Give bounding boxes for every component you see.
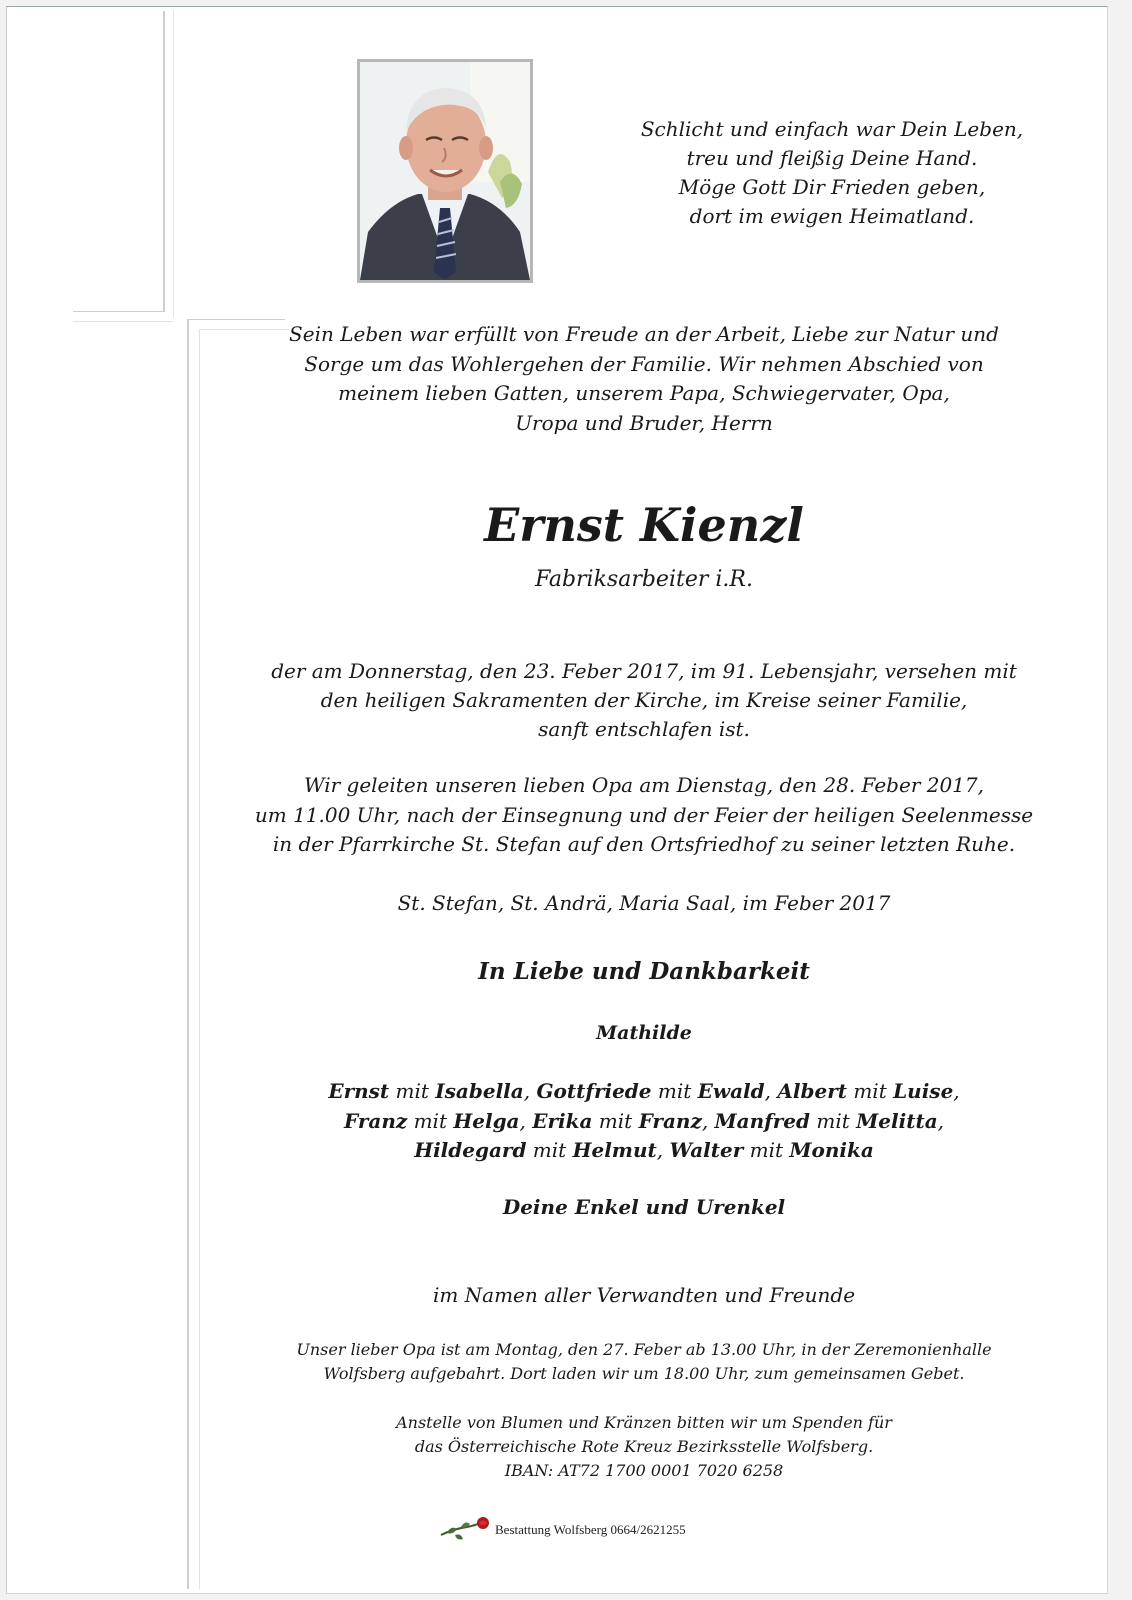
family-connector: , [656, 1138, 670, 1162]
poem [607, 115, 1057, 231]
poem-line: treu und fleißig Deine Hand. [686, 146, 978, 170]
family-member-name: Helga [453, 1108, 520, 1133]
viewing-line: Unser lieber Opa ist am Montag, den 27. Feber ab 13.00 Uhr, in der Zeremonienhalle [296, 1340, 992, 1359]
intro-line: Sorge um das Wohlergehen der Familie. Wir nehmen Abschied von [304, 351, 984, 376]
cross-line-vertical-top-shadow [173, 11, 174, 317]
funeral-line: Wir geleiten unseren lieben Opa am Dienstag, den 28. Feber 2017, [304, 773, 984, 797]
family-names [229, 1077, 1059, 1166]
family-member-name: Ernst [328, 1079, 390, 1103]
family-member-name: Luise [893, 1079, 954, 1103]
family-connector: mit [743, 1138, 790, 1162]
death-notice [229, 657, 1059, 744]
relatives-line: im Namen aller Verwandten und Freunde [432, 1283, 856, 1307]
family-connector: , [937, 1108, 945, 1133]
funeral-line: um 11.00 Uhr, nach der Einsegnung und der Feier der heiligen Seelenmesse [254, 802, 1034, 827]
funeral-notice [229, 771, 1059, 860]
family-connector: mit [810, 1108, 857, 1133]
cross-line-vertical-top [163, 11, 165, 311]
family-member-name: Helmut [572, 1138, 657, 1162]
place-date: St. Stefan, St. Andrä, Maria Saal, im Feber 2017 [397, 891, 891, 915]
closing-phrase: In Liebe und Dankbarkeit [478, 958, 810, 985]
family-member-name: Hildegard [414, 1138, 527, 1162]
death-line: den heiligen Sakramenten der Kirche, im Kreise seiner Familie, [320, 688, 968, 712]
family-member-name: Ewald [697, 1079, 765, 1103]
family-member-name: Isabella [435, 1079, 524, 1103]
family-connector: mit [592, 1108, 639, 1133]
funeral-home-text: Bestattung Wolfsberg 0664/2621255 [495, 1522, 686, 1537]
intro-paragraph [229, 320, 1059, 438]
death-line: der am Donnerstag, den 23. Feber 2017, im 91. Lebensjahr, versehen mit [271, 659, 1017, 683]
cross-line-vertical-bottom [187, 319, 189, 1589]
family-member-name: Melitta [856, 1108, 938, 1133]
family-connector: , [764, 1079, 778, 1103]
family-member-name: Franz [638, 1108, 702, 1133]
family-line [229, 1136, 1059, 1166]
viewing-line: Wolfsberg aufgebahrt. Dort laden wir um 18.00 Uhr, zum gemeinsamen Gebet. [323, 1364, 965, 1383]
family-member-name: Erika [532, 1108, 593, 1133]
intro-line: Sein Leben war erfüllt von Freude an der Arbeit, Liebe zur Natur und [289, 322, 999, 346]
funeral-home-footer [439, 1515, 686, 1545]
obituary-page [6, 6, 1108, 1594]
rose-icon [439, 1515, 491, 1545]
family-line [229, 1107, 1059, 1137]
family-connector: , [953, 1079, 960, 1103]
funeral-line: in der Pfarrkirche St. Stefan auf den Ortsfriedhof zu seiner letzten Ruhe. [272, 832, 1016, 856]
cross-line-horizontal-left [73, 311, 165, 312]
widow-name: Mathilde [596, 1022, 692, 1044]
family-member-name: Monika [789, 1138, 874, 1162]
family-connector: mit [407, 1108, 454, 1133]
family-member-name: Franz [343, 1108, 408, 1133]
death-line: sanft entschlafen ist. [538, 717, 750, 741]
poem-line: Möge Gott Dir Frieden geben, [678, 175, 986, 199]
family-connector: , [519, 1108, 533, 1133]
deceased-profession: Fabriksarbeiter i.R. [535, 567, 753, 592]
family-member-name: Albert [777, 1079, 847, 1103]
donation-line: Anstelle von Blumen und Kränzen bitten wir um Spenden für [396, 1413, 892, 1432]
viewing-notice [229, 1338, 1059, 1386]
family-member-name: Gottfriede [536, 1079, 652, 1103]
family-connector: mit [389, 1079, 436, 1103]
poem-line: Schlicht und einfach war Dein Leben, [640, 117, 1024, 141]
poem-line: dort im ewigen Heimatland. [689, 204, 975, 228]
portrait-photo [357, 59, 533, 283]
family-connector: , [701, 1108, 715, 1133]
deceased-name: Ernst Kienzl [484, 498, 804, 552]
family-connector: , [523, 1079, 537, 1103]
intro-line: Uropa und Bruder, Herrn [515, 410, 773, 435]
grandchildren: Deine Enkel und Urenkel [502, 1195, 786, 1219]
donation-notice [229, 1411, 1059, 1483]
cross-line-vertical-bottom-shadow [199, 329, 200, 1589]
cross-line-horizontal-left-shadow [73, 321, 173, 322]
intro-line: meinem lieben Gatten, unserem Papa, Schwiegervater, Opa, [338, 381, 950, 405]
family-connector: mit [526, 1138, 573, 1162]
donation-line: IBAN: AT72 1700 0001 7020 6258 [504, 1461, 784, 1480]
family-member-name: Manfred [714, 1108, 811, 1133]
family-connector: mit [651, 1079, 698, 1103]
family-connector: mit [846, 1079, 894, 1103]
family-member-name: Walter [669, 1138, 744, 1162]
family-line [229, 1077, 1059, 1107]
donation-line: das Österreichische Rote Kreuz Bezirksstelle Wolfsberg. [414, 1437, 874, 1456]
